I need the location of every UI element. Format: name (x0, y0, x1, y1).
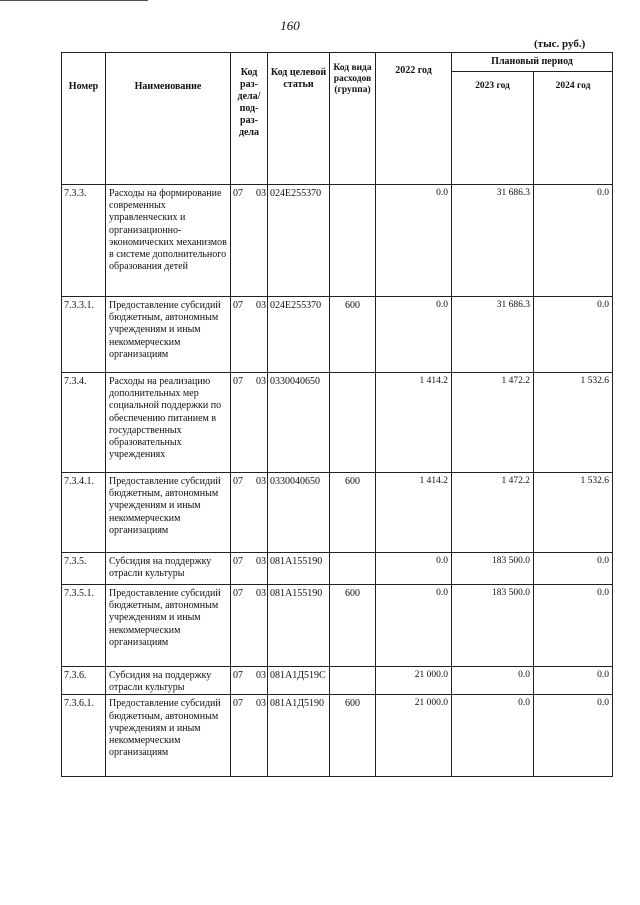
table-row (62, 373, 613, 473)
row-name: Расходы на реализацию дополнительных мер социальной поддержки по обеспечению питанием в государственных образовательных учреждениях (106, 373, 231, 473)
row-number: 7.3.3.1. (62, 297, 106, 373)
row-amount-2024: 0.0 (534, 297, 613, 373)
table-row (62, 553, 613, 585)
razdel-code: 07 (233, 556, 243, 567)
row-amount-2024: 0.0 (534, 695, 613, 777)
row-expense-type: 600 (330, 585, 376, 667)
table-row (62, 297, 613, 373)
podrazdel-code: 03 (256, 376, 266, 387)
row-target-code: 0330040650 (268, 373, 330, 473)
row-amount-2023: 0.0 (452, 695, 534, 777)
row-amount-2023: 31 686.3 (452, 297, 534, 373)
row-section-code (231, 667, 268, 695)
header-number: Номер (62, 53, 106, 185)
row-name: Субсидия на поддержку отрасли культуры (106, 667, 231, 695)
razdel-code: 07 (233, 698, 243, 710)
row-amount-2022: 21 000.0 (376, 667, 452, 695)
row-amount-2024: 0.0 (534, 585, 613, 667)
podrazdel-code: 03 (256, 556, 266, 567)
podrazdel-code: 03 (256, 670, 266, 681)
table-row (62, 473, 613, 553)
header-year-2023: 2023 год (452, 72, 534, 185)
row-number: 7.3.5.1. (62, 585, 106, 667)
podrazdel-code: 03 (256, 476, 266, 487)
row-section-code (231, 373, 268, 473)
units-label: (тыс. руб.) (534, 38, 586, 50)
row-amount-2023: 183 500.0 (452, 553, 534, 585)
header-year-2024: 2024 год (534, 72, 613, 185)
podrazdel-code: 03 (256, 698, 266, 710)
razdel-code: 07 (233, 188, 243, 199)
row-amount-2023: 1 472.2 (452, 473, 534, 553)
row-amount-2022: 1 414.2 (376, 473, 452, 553)
header-expense-type-code: Код вида расходов (группа) (330, 53, 376, 185)
row-amount-2023: 31 686.3 (452, 185, 534, 297)
row-amount-2024: 1 532.6 (534, 373, 613, 473)
row-amount-2022: 0.0 (376, 185, 452, 297)
row-amount-2024: 0.0 (534, 667, 613, 695)
row-number: 7.3.4. (62, 373, 106, 473)
row-target-code: 081A155190 (268, 585, 330, 667)
row-amount-2022: 21 000.0 (376, 695, 452, 777)
row-section-code (231, 185, 268, 297)
row-expense-type (330, 553, 376, 585)
table-row (62, 185, 613, 297)
podrazdel-code: 03 (256, 300, 266, 311)
row-name: Предоставление субсидий бюджетным, автономным учреждениям и иным некоммерческим организациям (106, 297, 231, 373)
table-row (62, 585, 613, 667)
razdel-code: 07 (233, 376, 243, 387)
row-name: Предоставление субсидий бюджетным, автономным учреждениям и иным некоммерческим организациям (106, 473, 231, 553)
row-target-code: 081A1Д5190 (268, 695, 330, 777)
razdel-code: 07 (233, 300, 243, 311)
razdel-code: 07 (233, 476, 243, 487)
row-amount-2022: 0.0 (376, 585, 452, 667)
row-expense-type: 600 (330, 695, 376, 777)
row-section-code (231, 695, 268, 777)
page-number: 160 (280, 18, 300, 33)
row-section-code (231, 553, 268, 585)
row-target-code: 024E255370 (268, 185, 330, 297)
row-name: Предоставление субсидий бюджетным, автономным учреждениям и иным некоммерческим организациям (106, 695, 231, 777)
row-number: 7.3.6.1. (62, 695, 106, 777)
top-rule (0, 0, 148, 1)
row-amount-2024: 0.0 (534, 553, 613, 585)
header-section-code: Код раз- дела/ под- раз- дела (231, 53, 268, 185)
row-name: Субсидия на поддержку отрасли культуры (106, 553, 231, 585)
table-row (62, 695, 613, 777)
row-number: 7.3.6. (62, 667, 106, 695)
row-amount-2022: 0.0 (376, 553, 452, 585)
row-amount-2024: 1 532.6 (534, 473, 613, 553)
table-row (62, 667, 613, 695)
row-expense-type (330, 373, 376, 473)
row-section-code (231, 297, 268, 373)
row-amount-2023: 1 472.2 (452, 373, 534, 473)
row-amount-2023: 183 500.0 (452, 585, 534, 667)
razdel-code: 07 (233, 588, 243, 599)
row-expense-type (330, 185, 376, 297)
row-number: 7.3.5. (62, 553, 106, 585)
row-number: 7.3.4.1. (62, 473, 106, 553)
header-name: Наименование (106, 53, 231, 185)
row-section-code (231, 473, 268, 553)
podrazdel-code: 03 (256, 188, 266, 199)
row-expense-type: 600 (330, 297, 376, 373)
header-plan-period: Плановый период (452, 53, 613, 72)
row-target-code: 081A1Д519С (268, 667, 330, 695)
row-name: Предоставление субсидий бюджетным, автономным учреждениям и иным некоммерческим организациям (106, 585, 231, 667)
row-amount-2023: 0.0 (452, 667, 534, 695)
budget-table (61, 52, 613, 777)
row-amount-2022: 1 414.2 (376, 373, 452, 473)
razdel-code: 07 (233, 670, 243, 681)
row-section-code (231, 585, 268, 667)
row-target-code: 0330040650 (268, 473, 330, 553)
row-number: 7.3.3. (62, 185, 106, 297)
row-target-code: 081A155190 (268, 553, 330, 585)
header-year-2022: 2022 год (376, 53, 452, 185)
row-amount-2024: 0.0 (534, 185, 613, 297)
row-expense-type (330, 667, 376, 695)
row-name: Расходы на формирование современных управленческих и организационно-экономических механизмов в системе дополнительного образования детей (106, 185, 231, 297)
header-target-code: Код целевой статьи (268, 53, 330, 185)
podrazdel-code: 03 (256, 588, 266, 599)
row-target-code: 024E255370 (268, 297, 330, 373)
row-amount-2022: 0.0 (376, 297, 452, 373)
row-expense-type: 600 (330, 473, 376, 553)
